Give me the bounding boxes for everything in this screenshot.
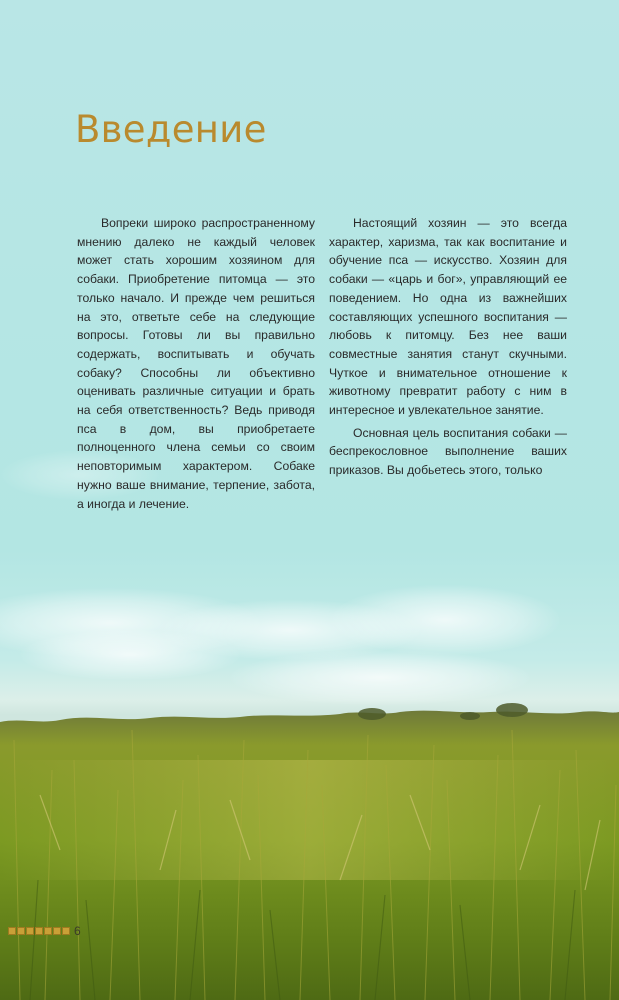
footer-marker: [35, 927, 43, 935]
page-footer: [8, 924, 81, 938]
text-column-right: [329, 214, 567, 484]
footer-marker: [26, 927, 34, 935]
footer-marker: [62, 927, 70, 935]
page-title: Введение: [75, 108, 267, 151]
footer-marker: [17, 927, 25, 935]
paragraph: Настоящий хозяин — это всегда характер, харизма, так как воспитание и обучение пса — искусство. Хозяин для собаки — «царь и бог», управляющий ее поведением. Но одна из важнейших составляющих успешного воспитания — любовь к питомцу. Без нее ваши совместные занятия станут скучными. Чуткое и внимательное отношение к животному превратит работу с ним в интересное и увлекательное занятие.: [329, 216, 567, 418]
paragraph: Вопреки широко распространенному мнению далеко не каждый человек может стать хорошим хозяином для собаки. Приобретение питомца — это только начало. И прежде чем решиться на это, ответьте себе на следующие вопросы. Готовы ли вы правильно содержать, воспитывать и обучать собаку? Способны ли объективно оценивать различные ситуации и брать на себя ответственность? Ведь приводя пса в дом, вы приобретаете полноценного члена семьи со своим неповторимым характером. Собаке нужно ваше внимание, терпение, забота, а иногда и лечение.: [77, 216, 315, 511]
cloud: [20, 630, 240, 680]
footer-marker: [44, 927, 52, 935]
paragraph: Основная цель воспитания собаки — беспрекословное выполнение ваших приказов. Вы добьетесь этого, только: [329, 425, 567, 478]
page-number: 6: [74, 924, 81, 938]
grass-field: [0, 700, 619, 1000]
footer-marker: [8, 927, 16, 935]
cloud: [230, 650, 530, 705]
cloud: [330, 585, 560, 655]
footer-marker: [53, 927, 61, 935]
text-column-left: [77, 214, 315, 517]
